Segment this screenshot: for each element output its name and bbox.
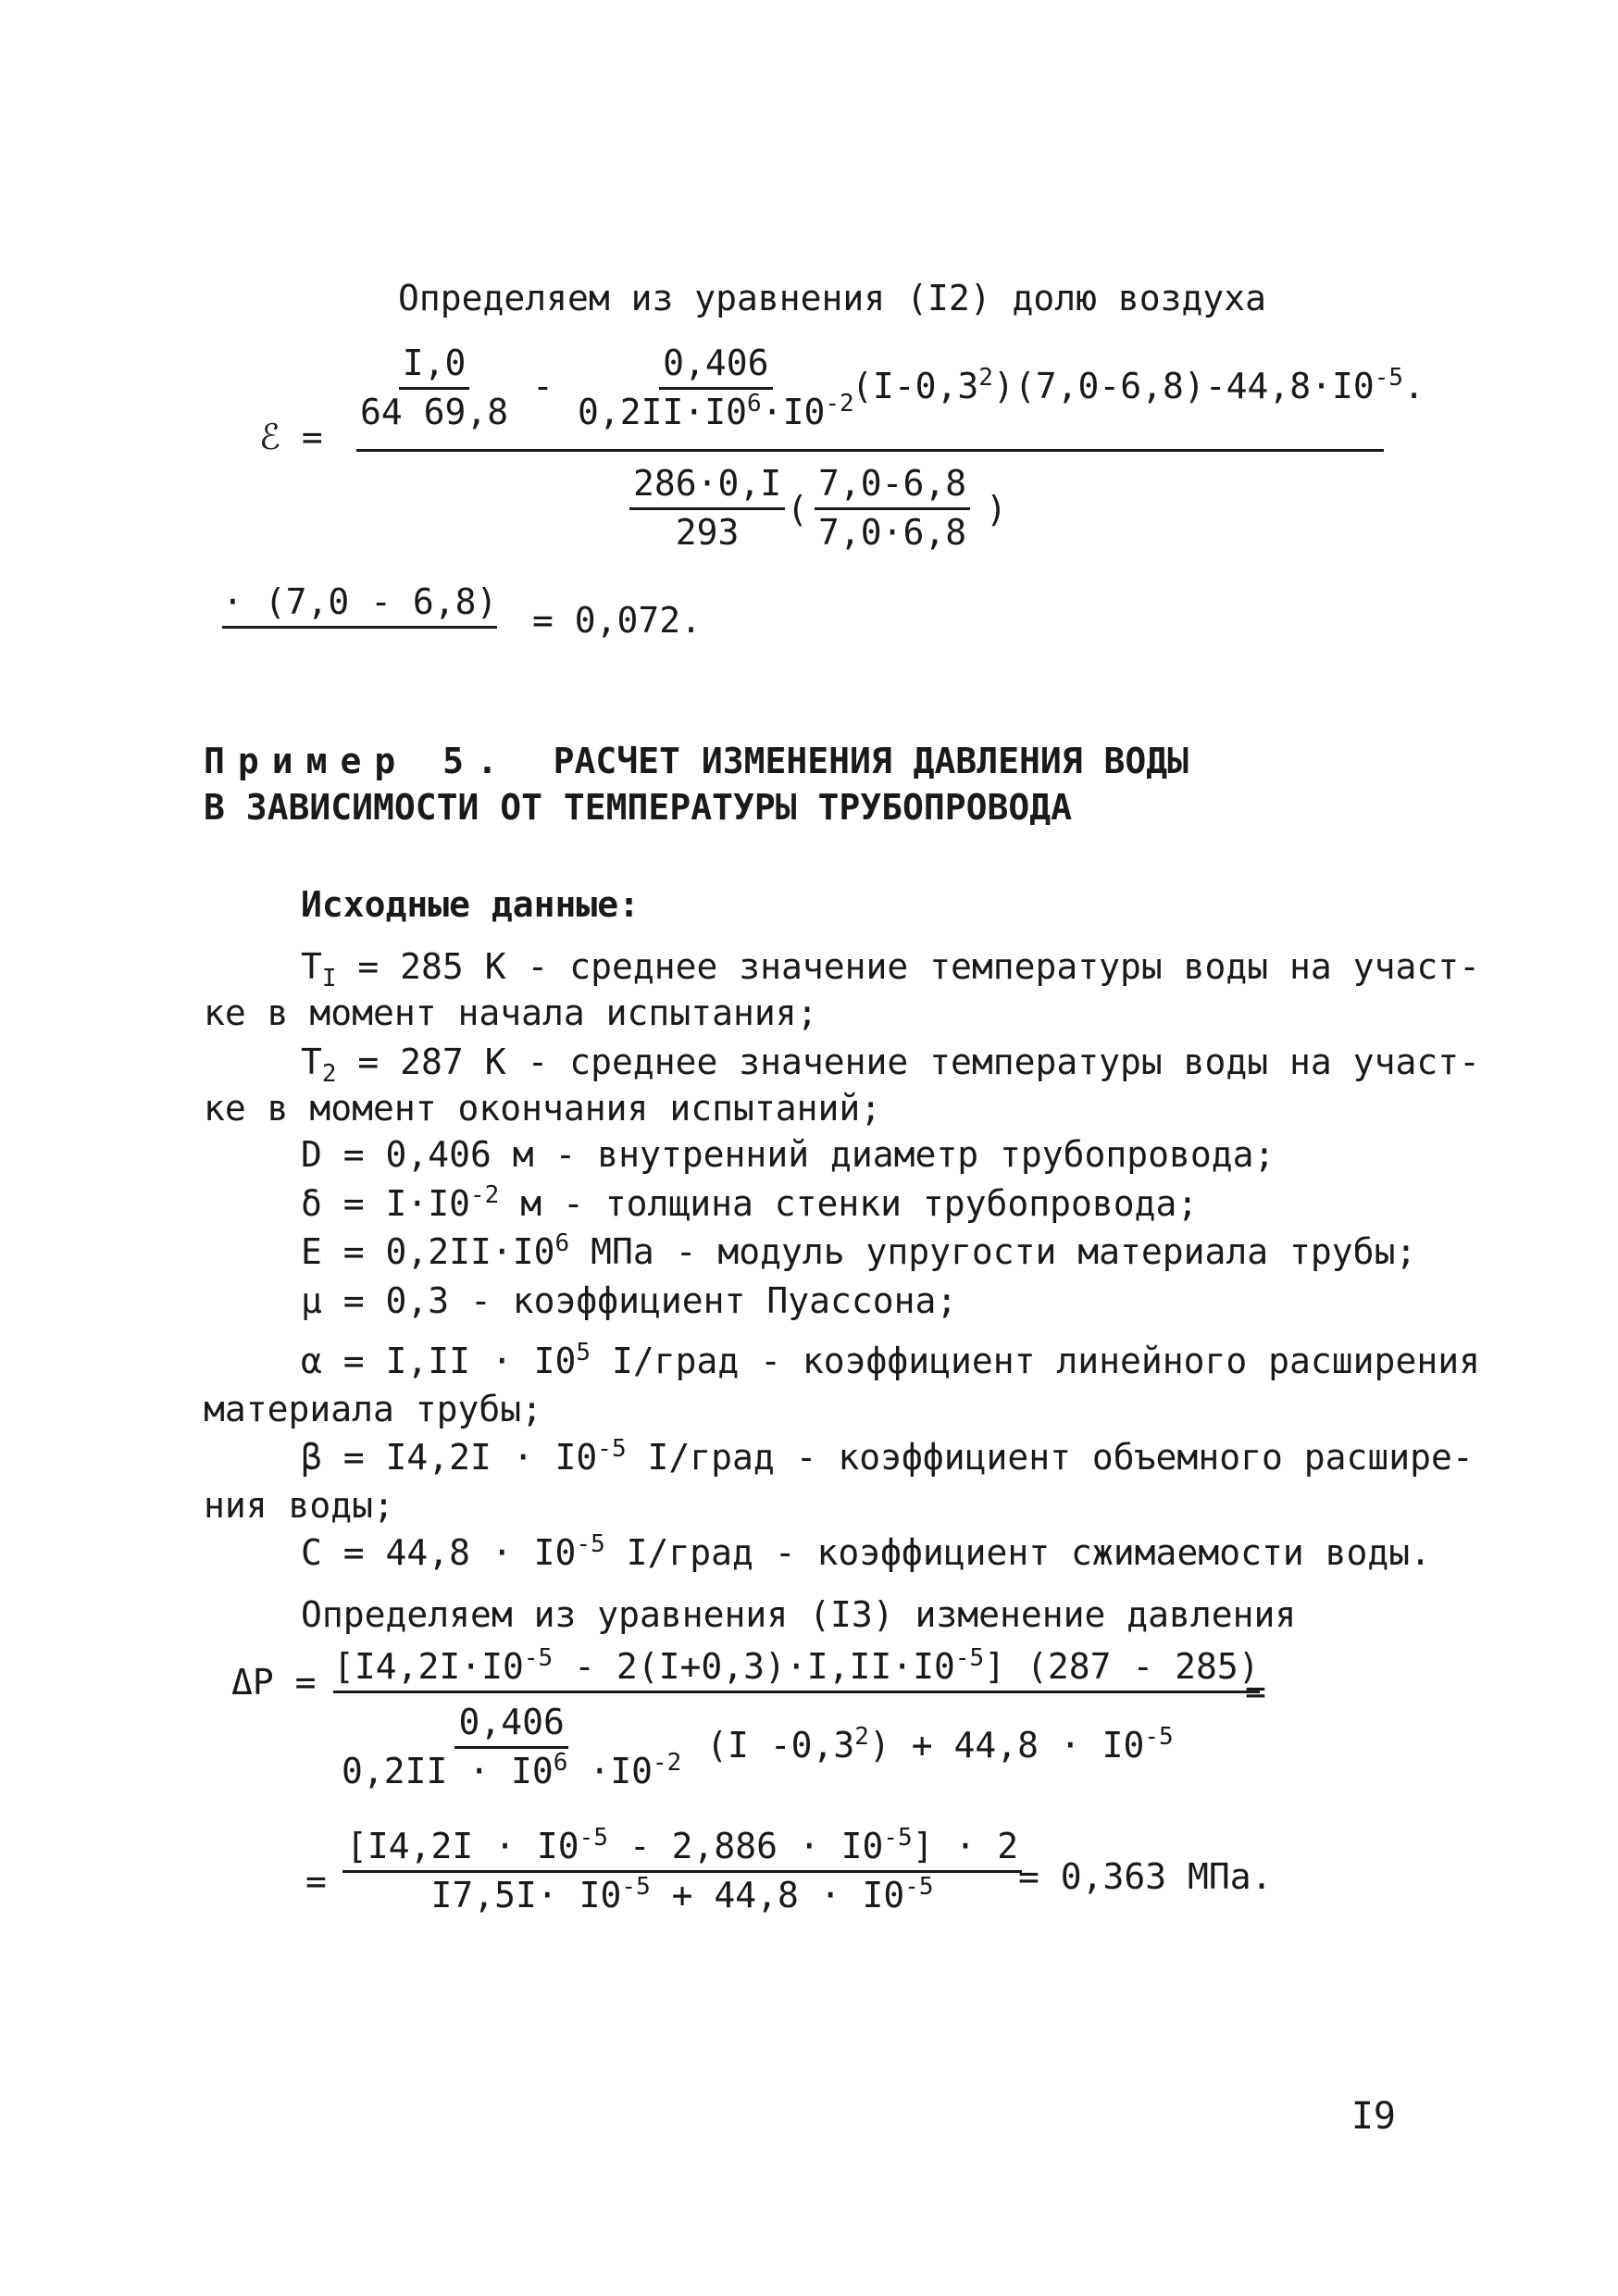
eq1-term3: $(I-0,3^2)(7,0-6,8)-44,8\cdot I0^{-5}$. (852, 364, 1425, 406)
given-poisson: μ = 0,3 - коэффициент Пуассона; (301, 1280, 958, 1321)
given-t1: $T_I = 285$ К - среднее значение температуры воды на участ- (301, 946, 1480, 992)
given-modulus: $E = 0,2II\cdot I0^6$ МПа - модуль упругости материала трубы; (301, 1229, 1417, 1272)
eq1-continuation: · (7,0 - 6,8) (222, 581, 497, 629)
page-number: I9 (1350, 2095, 1396, 2138)
example-heading-line2: В ЗАВИСИМОСТИ ОТ ТЕМПЕРАТУРЫ ТРУБОПРОВОДА (204, 787, 1072, 828)
eq2-line2-equals: = (305, 1861, 327, 1902)
eq1-term1 (356, 343, 512, 433)
eq1-den-frac2-num: 7,0-6,8 (815, 463, 970, 510)
eq1-paren-close: ) (986, 489, 1007, 530)
eq1-term1-den: 64 69,8 (360, 391, 509, 432)
eq2-den-frac-num: 0,406 (454, 1702, 567, 1749)
eq2-den-frac-den: $0,2II \cdot I0^6 \cdot I0^{-2}$ (342, 1748, 682, 1791)
eq2-den-rest: (I $-0,3^2) + 44,8 \cdot I0^{-5}$ (685, 1722, 1174, 1766)
intro-text-1: Определяем из уравнения (I2) долю воздуха (398, 278, 1266, 318)
eq1-den-frac2 (815, 463, 970, 554)
eq2-line2-fraction (342, 1826, 1022, 1916)
eq2-numerator: $[I4,2I\cdot I0^{-5} - 2(I+0,3)\cdot I,II\cdot I0^{-5}]$ (287 - 285) (333, 1646, 1260, 1693)
eq2-line2-num: $[I4,2I \cdot I0^{-5} - 2,886 \cdot I0^{-5}] \cdot 2$ (342, 1826, 1022, 1873)
eq1-term2-num: 0,406 (659, 343, 772, 390)
eq1-term1-num: I,0 (399, 343, 470, 390)
eq1-term2 (574, 343, 858, 433)
eq2-denominator (338, 1702, 1174, 1792)
given-alpha-cont: материала трубы; (204, 1389, 543, 1429)
delta-p-lhs: ΔP = (231, 1662, 317, 1703)
eq1-den-frac1 (629, 463, 785, 554)
given-diameter: D = 0,406 м - внутренний диаметр трубопровода; (301, 1134, 1276, 1175)
given-alpha: $\alpha = I,II \cdot I0^5$ I/град - коэффициент линейного расширения (301, 1339, 1480, 1381)
eq1-den-frac1-num: 286·0,I (629, 463, 785, 510)
eq1-term2-den: $0,2II\cdot I0^6\cdot I0^{-2}$ (578, 389, 854, 432)
eq1-main-fraction-bar (356, 449, 1384, 452)
given-compressibility: $C = 44,8 \cdot I0^{-5}$ I/град - коэффициент сжимаемости воды. (301, 1530, 1431, 1573)
eq2-equals: = (1245, 1671, 1266, 1712)
eq2-line2-den: $I7,5I\cdot I0^{-5} + 44,8 \cdot I0^{-5}$ (430, 1872, 934, 1915)
eq1-result: = 0,072. (532, 600, 703, 641)
eq2-result: = 0,363 МПа. (1018, 1856, 1273, 1897)
intro-text-2: Определяем из уравнения (I3) изменение давления (301, 1594, 1297, 1635)
given-thickness: $\delta = I\cdot I0^{-2}$ м - толщина стенки трубопровода; (301, 1181, 1199, 1224)
epsilon-lhs: ℰ = (259, 417, 323, 457)
given-t1-cont: ке в момент начала испытания; (204, 992, 818, 1033)
eq1-den-frac2-den: 7,0·6,8 (818, 511, 967, 553)
given-header: Исходные данные: (301, 884, 641, 925)
given-beta: $\beta = I4,2I \cdot I0^{-5}$ I/град - коэффициент объемного расшире- (301, 1435, 1474, 1478)
given-beta-cont: ния воды; (204, 1485, 394, 1526)
eq1-paren-open: ( (787, 489, 808, 530)
given-t2-cont: ке в момент окончания испытаний; (204, 1088, 882, 1129)
example-heading-line1: Пример 5. РАСЧЕТ ИЗМЕНЕНИЯ ДАВЛЕНИЯ ВОДЫ (204, 741, 1189, 781)
eq1-minus: - (532, 366, 554, 406)
eq1-den-frac1-den: 293 (675, 511, 740, 553)
given-t2: $T_2 = 287$ К - среднее значение температуры воды на участ- (301, 1042, 1480, 1088)
